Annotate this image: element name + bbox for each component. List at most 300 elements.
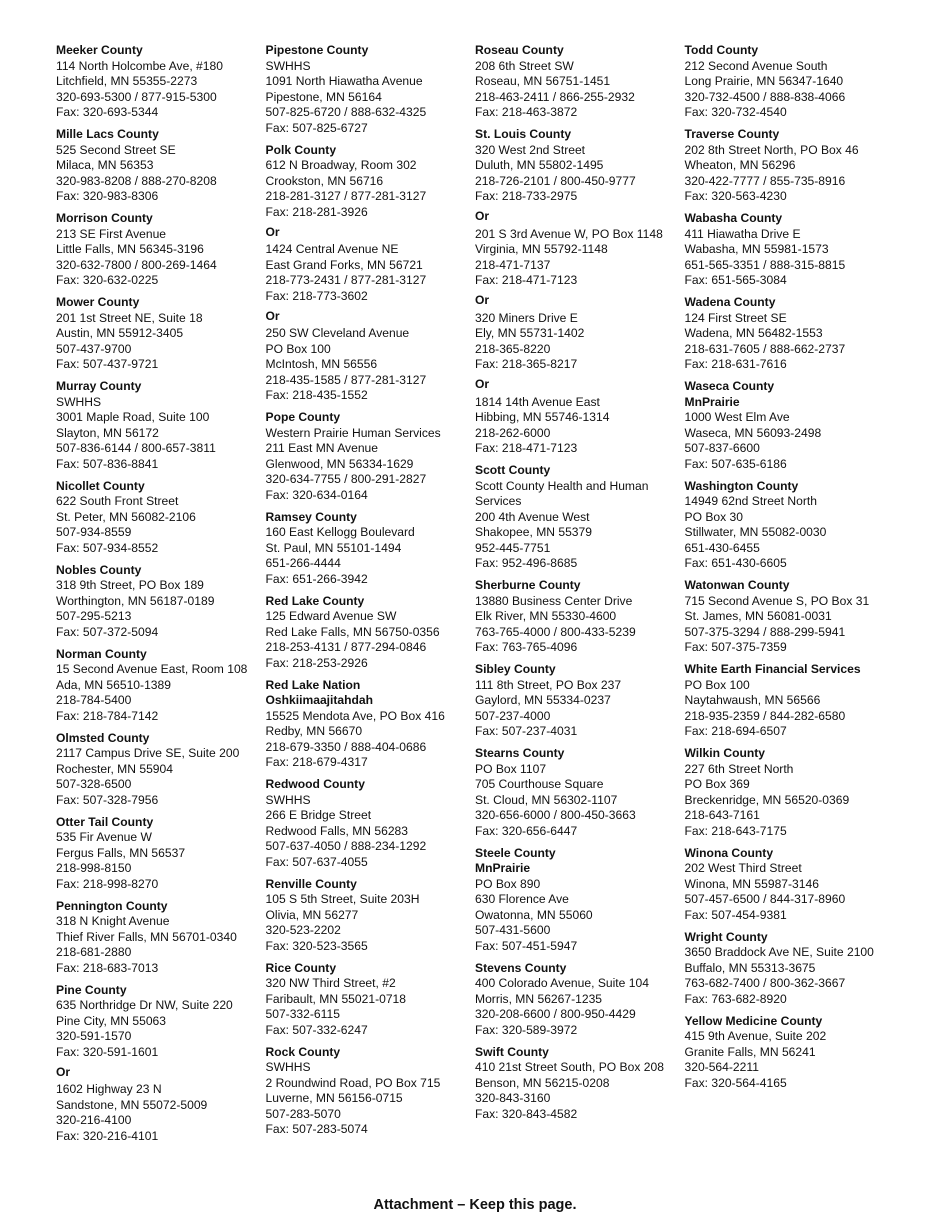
address-line: 105 S 5th Street, Suite 203H — [265, 892, 420, 906]
county-name: Murray County — [56, 379, 142, 393]
county-entry — [266, 1045, 476, 1138]
fax-number: Fax: 507-375-7359 — [684, 640, 787, 654]
address-line: East Grand Forks, MN 56721 — [265, 257, 423, 272]
county-entry — [56, 43, 266, 121]
county-name: Wright County — [684, 929, 768, 944]
phone-number: 507-375-3294 / 888-299-5941 — [684, 624, 846, 639]
county-name: Pipestone County — [265, 43, 369, 57]
phone-number: 320-208-6600 / 800-950-4429 — [475, 1007, 636, 1021]
county-name: Sibley County — [475, 662, 556, 676]
county-name: MnPrairie — [684, 394, 740, 409]
county-entry — [475, 846, 685, 955]
address-line: 320 NW Third Street, #2 — [265, 976, 396, 990]
fax-number: Fax: 218-694-6507 — [684, 724, 787, 738]
fax-number: Fax: 218-463-3872 — [475, 105, 578, 119]
county-name: Stearns County — [475, 746, 565, 760]
address-line: PO Box 890 — [475, 876, 541, 891]
phone-number: 320-523-2202 — [265, 923, 341, 937]
county-entry — [266, 777, 476, 870]
county-name: Swift County — [475, 1044, 549, 1059]
county-entry — [475, 463, 685, 572]
phone-number: 507-437-9700 — [56, 341, 132, 356]
county-entry — [475, 662, 685, 740]
county-name: Nobles County — [56, 562, 142, 577]
address-line: 211 East MN Avenue — [265, 441, 378, 455]
fax-number: Fax: 320-983-8306 — [56, 189, 159, 203]
fax-number: Fax: 218-253-2926 — [265, 655, 368, 670]
phone-number: 507-934-8559 — [56, 525, 132, 539]
county-entry — [475, 961, 685, 1039]
address-line: 15525 Mendota Ave, PO Box 416 — [265, 708, 445, 723]
address-line: Buffalo, MN 55313-3675 — [684, 960, 816, 975]
address-line: Wadena, MN 56482-1553 — [684, 326, 823, 340]
address-line: 125 Edward Avenue SW — [265, 609, 397, 623]
or-label: Or — [475, 377, 490, 391]
phone-number: 218-365-8220 — [475, 341, 551, 356]
county-name: Polk County — [265, 142, 337, 157]
county-name: Morrison County — [56, 211, 153, 225]
address-line: SWHHS — [265, 792, 311, 807]
phone-number: 507-457-6500 / 844-317-8960 — [684, 892, 846, 906]
address-line: 400 Colorado Avenue, Suite 104 — [475, 976, 649, 990]
phone-number: 218-681-2880 — [56, 945, 132, 959]
address-line: Naytahwaush, MN 56566 — [684, 693, 821, 707]
county-name: Meeker County — [56, 43, 143, 57]
county-name: Otter Tail County — [56, 814, 154, 829]
address-line: Worthington, MN 56187-0189 — [56, 593, 215, 608]
address-line: 114 North Holcombe Ave, #180 — [56, 58, 223, 73]
county-entry — [56, 731, 266, 809]
phone-number: 320-693-5300 / 877-915-5300 — [56, 89, 217, 104]
phone-number: 320-591-1570 — [56, 1029, 132, 1043]
fax-number: Fax: 651-266-3942 — [265, 571, 368, 586]
address-line: 201 1st Street NE, Suite 18 — [56, 310, 203, 325]
county-entry — [56, 983, 266, 1061]
phone-number: 507-328-6500 — [56, 777, 132, 791]
county-entry — [685, 578, 895, 656]
address-line: Olivia, MN 56277 — [265, 907, 359, 922]
fax-number: Fax: 320-564-4165 — [684, 1075, 787, 1090]
fax-number: Fax: 320-732-4540 — [684, 105, 787, 119]
phone-number: 507-637-4050 / 888-234-1292 — [265, 839, 427, 853]
fax-number: Fax: 320-523-3565 — [265, 938, 368, 953]
address-line: St. Peter, MN 56082-2106 — [56, 509, 196, 524]
fax-number: Fax: 763-682-8920 — [684, 991, 787, 1006]
address-line: Shakopee, MN 55379 — [475, 525, 592, 539]
county-entry — [266, 877, 476, 955]
fax-number: Fax: 952-496-8685 — [475, 556, 578, 570]
fax-number: Fax: 218-733-2975 — [475, 189, 578, 203]
address-line: 201 S 3rd Avenue W, PO Box 1148 — [475, 226, 663, 241]
county-entry — [685, 662, 895, 740]
county-entry — [266, 410, 476, 503]
phone-number: 320-983-8208 / 888-270-8208 — [56, 173, 217, 188]
address-line: 705 Courthouse Square — [475, 777, 604, 791]
county-name: Wadena County — [684, 295, 776, 309]
county-entry — [475, 43, 685, 121]
county-entry — [56, 127, 266, 205]
fax-number: Fax: 320-216-4101 — [56, 1128, 159, 1143]
county-entry — [266, 678, 476, 771]
fax-number: Fax: 507-372-5094 — [56, 624, 159, 639]
fax-number: Fax: 320-591-1601 — [56, 1044, 159, 1059]
address-line: SWHHS — [56, 394, 102, 409]
phone-number: 218-631-7605 / 888-662-2737 — [684, 341, 846, 356]
address-line: 208 6th Street SW — [475, 58, 574, 73]
address-line: 622 South Front Street — [56, 494, 179, 508]
alternate-office-entry — [475, 377, 685, 457]
fax-number: Fax: 320-589-3972 — [475, 1022, 578, 1037]
address-line: PO Box 30 — [684, 509, 743, 524]
address-line: 535 Fir Avenue W — [56, 830, 152, 844]
phone-number: 507-332-6115 — [265, 1007, 340, 1021]
fax-number: Fax: 320-634-0164 — [265, 487, 368, 502]
phone-number: 507-836-6144 / 800-657-3811 — [56, 441, 216, 455]
directory-column — [685, 43, 895, 1098]
address-line: Western Prairie Human Services — [265, 425, 441, 440]
address-line: 213 SE First Avenue — [56, 226, 167, 241]
address-line: 200 4th Avenue West — [475, 509, 590, 524]
fax-number: Fax: 218-631-7616 — [684, 357, 787, 371]
county-entry — [56, 647, 266, 725]
address-line: Long Prairie, MN 56347-1640 — [684, 74, 844, 88]
address-line: Granite Falls, MN 56241 — [684, 1044, 816, 1059]
phone-number: 218-463-2411 / 866-255-2932 — [475, 89, 635, 104]
county-name: Mille Lacs County — [56, 127, 159, 141]
address-line: 320 Miners Drive E — [475, 310, 578, 325]
county-name: Watonwan County — [684, 578, 790, 592]
address-line: Winona, MN 55987-3146 — [684, 876, 819, 891]
county-name: Traverse County — [684, 127, 780, 141]
fax-number: Fax: 507-637-4055 — [265, 854, 368, 869]
address-line: 202 8th Street North, PO Box 46 — [684, 142, 859, 157]
address-line: Crookston, MN 56716 — [265, 173, 384, 188]
county-name: Todd County — [684, 43, 759, 57]
phone-number: 320-422-7777 / 855-735-8916 — [684, 173, 846, 188]
address-line: 202 West Third Street — [684, 861, 802, 875]
county-entry — [266, 594, 476, 672]
county-entry — [685, 295, 895, 373]
address-line: PO Box 100 — [684, 677, 750, 692]
fax-number: Fax: 218-281-3926 — [265, 204, 368, 219]
county-name: Olmsted County — [56, 730, 150, 745]
alternate-office-entry — [56, 1065, 266, 1145]
phone-number: 218-435-1585 / 877-281-3127 — [265, 372, 427, 387]
county-name: St. Louis County — [475, 127, 572, 141]
address-line: Duluth, MN 55802-1495 — [475, 158, 604, 172]
address-line: PO Box 369 — [684, 777, 750, 791]
county-name: Yellow Medicine County — [684, 1013, 823, 1028]
phone-number: 218-773-2431 / 877-281-3127 — [265, 273, 427, 287]
or-label: Or — [265, 224, 280, 239]
phone-number: 320-564-2211 — [684, 1060, 759, 1074]
county-name: Waseca County — [684, 379, 775, 393]
address-line: Virginia, MN 55792-1148 — [475, 242, 608, 256]
page-footer: Attachment – Keep this page. — [373, 1197, 577, 1213]
directory-column — [56, 43, 266, 1151]
fax-number: Fax: 507-328-7956 — [56, 792, 159, 807]
county-entry — [266, 510, 476, 588]
phone-number: 651-430-6455 — [684, 540, 760, 555]
address-line: Austin, MN 55912-3405 — [56, 326, 184, 340]
address-line: St. Paul, MN 55101-1494 — [265, 540, 402, 555]
fax-number: Fax: 507-635-6186 — [684, 456, 787, 471]
phone-number: 218-262-6000 — [475, 425, 551, 440]
address-line: Sandstone, MN 55072-5009 — [56, 1097, 208, 1112]
phone-number: 218-281-3127 / 877-281-3127 — [265, 189, 427, 203]
county-name: Nicollet County — [56, 478, 145, 493]
phone-number: 218-784-5400 — [56, 693, 132, 707]
phone-number: 507-431-5600 — [475, 923, 551, 937]
county-entry — [266, 43, 476, 136]
address-line: 212 Second Avenue South — [684, 58, 828, 73]
county-name: Rock County — [265, 1044, 341, 1059]
address-line: PO Box 100 — [265, 341, 331, 356]
address-line: Rochester, MN 55904 — [56, 761, 173, 776]
address-line: 525 Second Street SE — [56, 142, 176, 157]
county-name: Wilkin County — [684, 746, 766, 760]
fax-number: Fax: 218-471-7123 — [475, 273, 578, 287]
address-line: Slayton, MN 56172 — [56, 425, 159, 440]
county-entry — [475, 127, 685, 205]
county-entry — [685, 846, 895, 924]
address-line: SWHHS — [265, 1060, 311, 1074]
county-entry — [685, 127, 895, 205]
address-line: Morris, MN 56267-1235 — [475, 991, 603, 1006]
address-line: 320 West 2nd Street — [475, 142, 586, 157]
address-line: 1000 West Elm Ave — [684, 410, 790, 424]
address-line: 124 First Street SE — [684, 310, 787, 325]
address-line: Glenwood, MN 56334-1629 — [265, 456, 414, 471]
address-line: Services — [475, 494, 522, 508]
fax-number: Fax: 218-784-7142 — [56, 708, 159, 723]
fax-number: Fax: 507-237-4031 — [475, 724, 578, 738]
county-name: Washington County — [684, 478, 799, 493]
address-line: 266 E Bridge Street — [265, 808, 372, 822]
phone-number: 218-643-7161 — [684, 808, 760, 822]
address-line: Elk River, MN 55330-4600 — [475, 609, 617, 623]
county-entry — [266, 961, 476, 1039]
county-name: Pennington County — [56, 898, 168, 913]
county-directory — [56, 43, 916, 1151]
county-entry — [685, 746, 895, 839]
directory-column — [266, 43, 476, 1144]
county-entry — [475, 1045, 685, 1123]
address-line: St. James, MN 56081-0031 — [684, 609, 832, 623]
address-line: Wabasha, MN 55981-1573 — [684, 242, 829, 256]
address-line: 14949 62nd Street North — [684, 494, 817, 508]
county-entry — [475, 746, 685, 839]
phone-number: 507-825-6720 / 888-632-4325 — [265, 105, 427, 119]
county-name: Red Lake County — [265, 593, 365, 608]
county-name: Red Lake Nation — [265, 677, 361, 692]
county-entry — [685, 479, 895, 572]
fax-number: Fax: 507-454-9381 — [684, 907, 787, 922]
address-line: 1091 North Hiawatha Avenue — [265, 74, 423, 88]
address-line: 1602 Highway 23 N — [56, 1082, 162, 1096]
county-name: Roseau County — [475, 43, 564, 57]
fax-number: Fax: 218-998-8270 — [56, 876, 159, 891]
phone-number: 320-843-3160 — [475, 1091, 551, 1105]
address-line: 411 Hiawatha Drive E — [684, 226, 801, 241]
county-name: Wabasha County — [684, 211, 783, 225]
address-line: Pipestone, MN 56164 — [265, 89, 382, 104]
fax-number: Fax: 218-679-4317 — [265, 755, 368, 769]
phone-number: 507-295-5213 — [56, 609, 132, 623]
county-entry — [56, 899, 266, 977]
address-line: Pine City, MN 55063 — [56, 1013, 167, 1028]
phone-number: 507-237-4000 — [475, 708, 551, 723]
county-name: Winona County — [684, 845, 774, 860]
address-line: Waseca, MN 56093-2498 — [684, 425, 822, 440]
phone-number: 320-632-7800 / 800-269-1464 — [56, 257, 217, 272]
county-entry — [56, 479, 266, 557]
address-line: PO Box 1107 — [475, 761, 547, 776]
county-name: Stevens County — [475, 960, 567, 975]
phone-number: 218-253-4131 / 877-294-0846 — [265, 640, 427, 654]
fax-number: Fax: 651-565-3084 — [684, 273, 787, 287]
phone-number: 320-216-4100 — [56, 1113, 132, 1127]
address-line: Litchfield, MN 55355-2273 — [56, 74, 198, 88]
address-line: Owatonna, MN 55060 — [475, 907, 593, 922]
county-entry — [685, 379, 895, 472]
phone-number: 320-656-6000 / 800-450-3663 — [475, 808, 636, 822]
address-line: 410 21st Street South, PO Box 208 — [475, 1060, 664, 1074]
county-name: Pine County — [56, 982, 127, 997]
fax-number: Fax: 218-643-7175 — [684, 823, 787, 838]
county-entry — [685, 43, 895, 121]
address-line: Little Falls, MN 56345-3196 — [56, 242, 204, 256]
address-line: Scott County Health and Human — [475, 478, 649, 493]
address-line: 1814 14th Avenue East — [475, 394, 600, 409]
fax-number: Fax: 507-451-5947 — [475, 938, 578, 953]
address-line: Faribault, MN 55021-0718 — [265, 991, 407, 1006]
address-line: 630 Florence Ave — [475, 892, 569, 906]
county-entry — [56, 815, 266, 893]
fax-number: Fax: 320-693-5344 — [56, 105, 159, 119]
fax-number: Fax: 320-563-4230 — [684, 189, 787, 203]
address-line: 715 Second Avenue S, PO Box 31 — [684, 593, 870, 608]
address-line: 2117 Campus Drive SE, Suite 200 — [56, 746, 240, 760]
county-name: Pope County — [265, 410, 341, 424]
address-line: 111 8th Street, PO Box 237 — [475, 677, 622, 692]
alternate-office-entry — [266, 309, 476, 404]
address-line: McIntosh, MN 56556 — [265, 357, 378, 371]
address-line: 160 East Kellogg Boulevard — [265, 525, 415, 539]
county-entry — [685, 930, 895, 1008]
phone-number: 320-634-7755 / 800-291-2827 — [265, 472, 427, 486]
address-line: 1424 Central Avenue NE — [265, 242, 399, 256]
phone-number: 218-726-2101 / 800-450-9777 — [475, 173, 636, 188]
address-line: Stillwater, MN 55082-0030 — [684, 525, 827, 539]
address-line: Redby, MN 56670 — [265, 724, 363, 738]
county-name: Sherburne County — [475, 578, 581, 592]
address-line: Ada, MN 56510-1389 — [56, 677, 171, 692]
address-line: St. Cloud, MN 56302-1107 — [475, 792, 618, 807]
fax-number: Fax: 218-683-7013 — [56, 960, 159, 975]
county-entry — [685, 1014, 895, 1092]
phone-number: 218-471-7137 — [475, 257, 551, 272]
fax-number: Fax: 320-656-6447 — [475, 823, 578, 838]
or-label: Or — [265, 308, 280, 323]
address-line: SWHHS — [265, 58, 311, 73]
address-line: Wheaton, MN 56296 — [684, 158, 796, 172]
alternate-office-entry — [266, 225, 476, 305]
county-name: Rice County — [265, 960, 337, 975]
fax-number: Fax: 218-471-7123 — [475, 441, 578, 455]
address-line: 250 SW Cleveland Avenue — [265, 326, 410, 340]
phone-number: 507-283-5070 — [265, 1106, 341, 1121]
fax-number: Fax: 507-283-5074 — [265, 1122, 368, 1136]
phone-number: 320-732-4500 / 888-838-4066 — [684, 89, 846, 104]
fax-number: Fax: 763-765-4096 — [475, 640, 578, 654]
county-entry — [685, 211, 895, 289]
county-name: White Earth Financial Services — [684, 662, 861, 676]
phone-number: 763-682-7400 / 800-362-3667 — [684, 976, 846, 990]
phone-number: 507-837-6600 — [684, 441, 760, 455]
address-line: 318 9th Street, PO Box 189 — [56, 578, 204, 592]
address-line: 13880 Business Center Drive — [475, 593, 633, 608]
address-line: 3001 Maple Road, Suite 100 — [56, 410, 210, 424]
alternate-office-entry — [475, 293, 685, 373]
address-line: Hibbing, MN 55746-1314 — [475, 410, 610, 424]
address-line: 2 Roundwind Road, PO Box 715 — [265, 1075, 441, 1090]
fax-number: Fax: 651-430-6605 — [684, 556, 787, 570]
phone-number: 218-998-8150 — [56, 861, 132, 875]
address-line: 635 Northridge Dr NW, Suite 220 — [56, 998, 233, 1012]
phone-number: 651-266-4444 — [265, 556, 341, 570]
address-line: Roseau, MN 56751-1451 — [475, 74, 611, 88]
phone-number: 218-679-3350 / 888-404-0686 — [265, 739, 427, 754]
fax-number: Fax: 218-365-8217 — [475, 357, 578, 371]
address-line: 612 N Broadway, Room 302 — [265, 158, 417, 172]
address-line: 3650 Braddock Ave NE, Suite 2100 — [684, 945, 874, 959]
fax-number: Fax: 320-632-0225 — [56, 273, 159, 287]
fax-number: Fax: 218-773-3602 — [265, 288, 368, 303]
alternate-office-entry — [475, 209, 685, 289]
phone-number: 763-765-4000 / 800-433-5239 — [475, 624, 636, 639]
address-line: Redwood Falls, MN 56283 — [265, 823, 409, 838]
address-line: Red Lake Falls, MN 56750-0356 — [265, 624, 440, 639]
fax-number: Fax: 507-437-9721 — [56, 357, 159, 371]
fax-number: Fax: 507-825-6727 — [265, 120, 368, 135]
county-name: Steele County — [475, 845, 556, 860]
county-name: Scott County — [475, 463, 551, 477]
county-name: Norman County — [56, 646, 147, 661]
county-entry — [56, 211, 266, 289]
county-name: Redwood County — [265, 777, 365, 791]
or-label: Or — [475, 209, 490, 223]
county-entry — [56, 295, 266, 373]
or-label: Or — [56, 1064, 71, 1079]
address-line: 415 9th Avenue, Suite 202 — [684, 1029, 827, 1043]
county-entry — [56, 379, 266, 472]
county-name: Renville County — [265, 876, 357, 891]
address-line: Fergus Falls, MN 56537 — [56, 845, 186, 860]
fax-number: Fax: 218-435-1552 — [265, 388, 368, 402]
county-entry — [266, 143, 476, 221]
address-line: Ely, MN 55731-1402 — [475, 326, 585, 340]
address-line: Benson, MN 56215-0208 — [475, 1075, 610, 1090]
phone-number: 218-935-2359 / 844-282-6580 — [684, 708, 846, 723]
address-line: 15 Second Avenue East, Room 108 — [56, 662, 248, 676]
phone-number: 952-445-7751 — [475, 540, 551, 555]
directory-column — [475, 43, 685, 1129]
fax-number: Fax: 507-836-8841 — [56, 456, 159, 471]
fax-number: Fax: 507-332-6247 — [265, 1022, 368, 1037]
county-name: MnPrairie — [475, 861, 531, 875]
county-name: Oshkiimaajitahdah — [265, 693, 374, 707]
